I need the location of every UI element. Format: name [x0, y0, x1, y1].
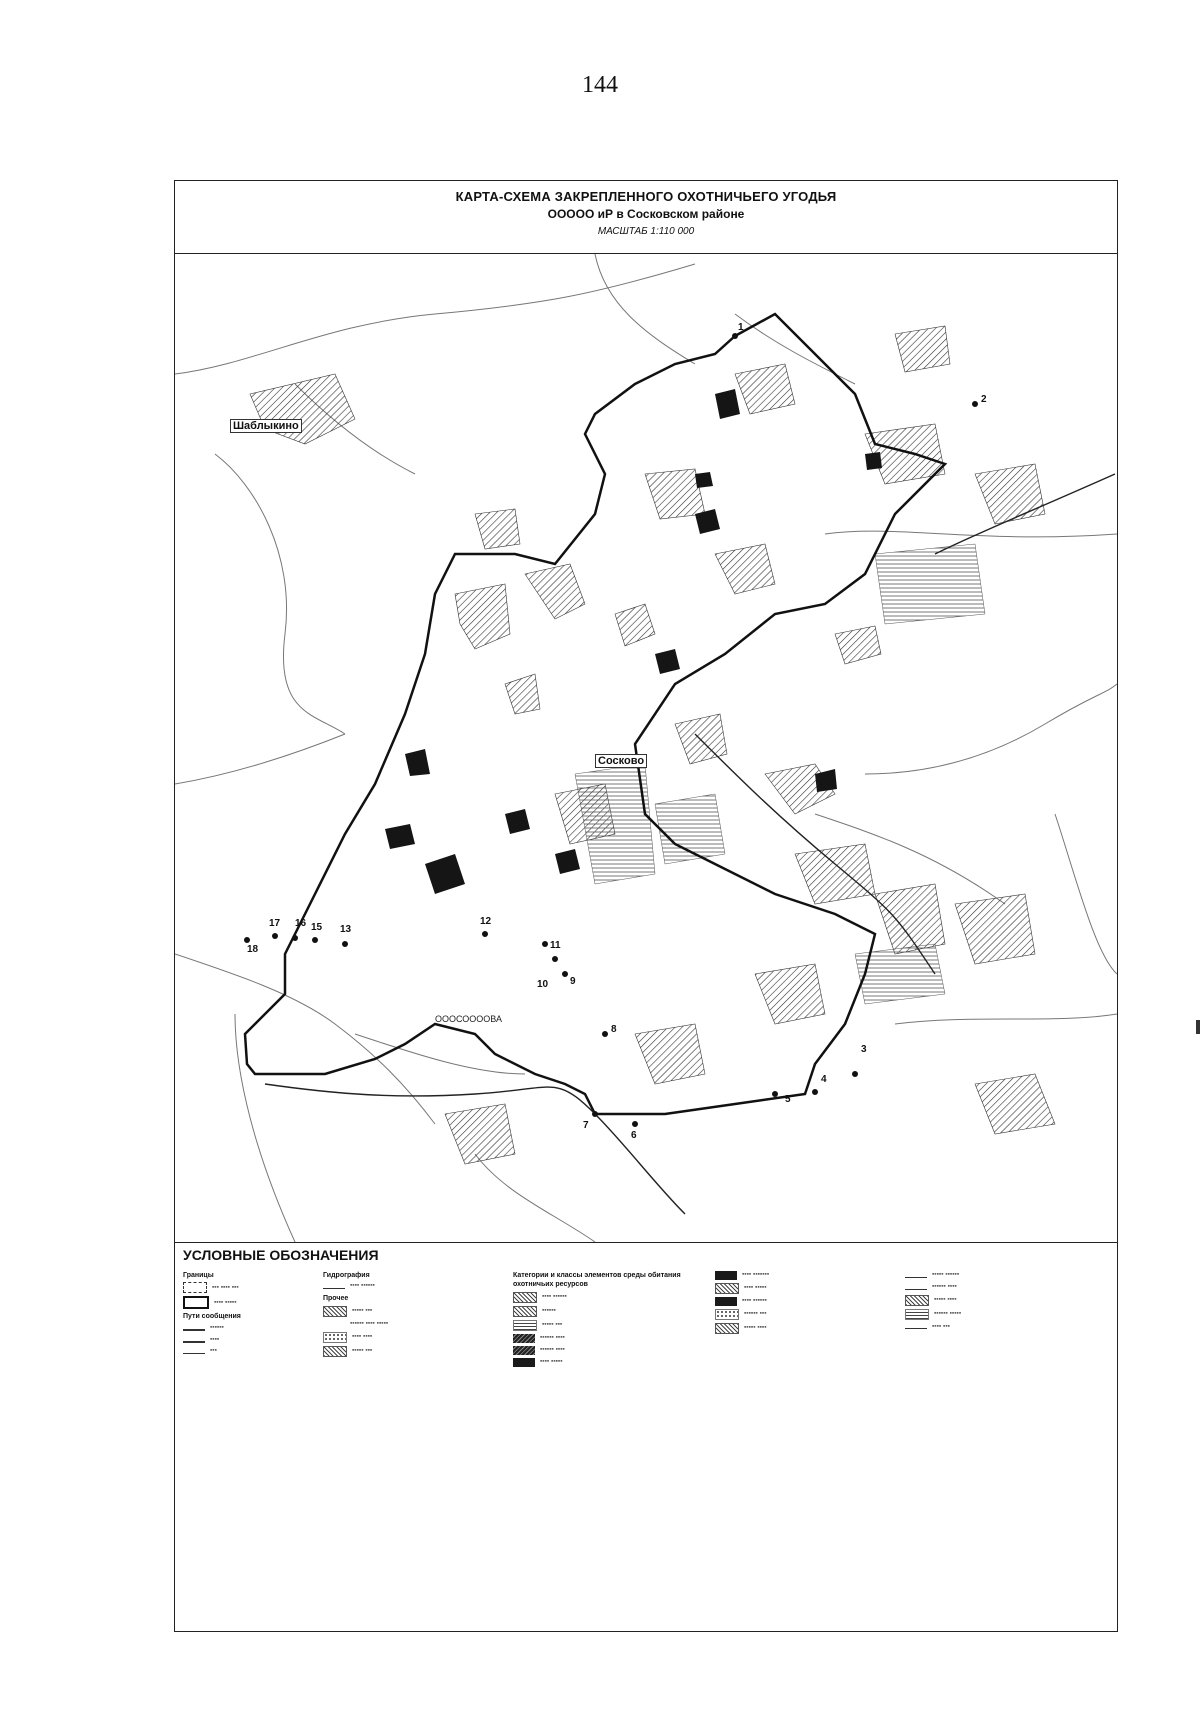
- legend-head-other: Прочее: [323, 1295, 349, 1303]
- point-label-15: 15: [311, 922, 323, 933]
- legend-swatch-settlement: [323, 1306, 347, 1317]
- legend-swatch-meadow: [905, 1289, 927, 1290]
- legend-swatch-track: [183, 1353, 205, 1354]
- legend-swatch-mixed: [715, 1283, 739, 1294]
- legend-swatch-dark-forest: [513, 1358, 535, 1367]
- legend-swatch-protected: [323, 1332, 347, 1343]
- legend-swatch-water: [513, 1334, 535, 1343]
- forest-patches: [250, 326, 1055, 1164]
- legend-swatch-hunting-ground-border: [183, 1296, 209, 1309]
- legend-swatch-other: [905, 1328, 927, 1329]
- page-number: 144: [582, 72, 618, 98]
- legend: [175, 1242, 1117, 1482]
- place-shablykino: Шаблыкино: [230, 419, 302, 433]
- legend-head-categories: Категории и классы элементов среды обитания охотничьих ресурсов: [513, 1272, 681, 1289]
- legend-swatch-arable: [905, 1295, 929, 1306]
- place-neighbor-bottom: ОООСООООВА: [435, 1014, 503, 1024]
- legend-swatch-road: [183, 1341, 205, 1343]
- map-title: КАРТА-СХЕМА ЗАКРЕПЛЕННОГО ОХОТНИЧЬЕГО УГОДЬЯ: [455, 189, 837, 204]
- point-label-8: 8: [611, 1024, 617, 1035]
- legend-swatch-floodplain: [905, 1277, 927, 1278]
- point-label-16: 16: [295, 918, 307, 929]
- map-frame: [174, 180, 1118, 1632]
- point-label-4: 4: [821, 1074, 827, 1085]
- hunting-ground-boundary: [245, 314, 945, 1114]
- legend-col-categories-b: ▪▪▪▪ ▪▪▪▪▪▪▪ ▪▪▪▪ ▪▪▪▪▪ ▪▪▪▪ ▪▪▪▪▪▪ ▪▪▪▪▪▪ ▪▪▪ ▪▪▪▪▪ ▪▪▪▪: [715, 1271, 905, 1337]
- point-label-17: 17: [269, 918, 281, 929]
- legend-swatch-shrub: [715, 1309, 739, 1320]
- legend-col-categories-c: ▪▪▪▪▪ ▪▪▪▪▪▪ ▪▪▪▪▪▪ ▪▪▪▪ ▪▪▪▪▪ ▪▪▪▪ ▪▪▪▪▪▪ ▪▪▪▪▪ ▪▪▪▪ ▪▪▪: [905, 1271, 1110, 1334]
- legend-swatch-blank: [323, 1320, 345, 1329]
- legend-title: УСЛОВНЫЕ ОБОЗНАЧЕНИЯ: [183, 1247, 379, 1263]
- legend-col-borders: Границы ▪▪▪ ▪▪▪▪ ▪▪▪ ▪▪▪▪ ▪▪▪▪▪ Пути сообщения ▪▪▪▪▪▪ ▪▪▪▪ ▪▪▪: [183, 1271, 323, 1359]
- map-scale: МАСШТАБ 1:110 000: [597, 226, 695, 237]
- legend-swatch-swamp: [513, 1320, 537, 1331]
- legend-swatch-railroad: [183, 1329, 205, 1331]
- map-drawing: [175, 254, 1117, 1242]
- point-label-6: 6: [631, 1130, 637, 1141]
- point-label-12: 12: [480, 916, 492, 927]
- legend-head-roads: Пути сообщения: [183, 1313, 241, 1321]
- legend-swatch-forest-b: [513, 1306, 537, 1317]
- legend-swatch-zone: [323, 1346, 347, 1357]
- point-label-7: 7: [583, 1120, 589, 1131]
- legend-head-borders: Границы: [183, 1272, 214, 1279]
- point-label-2: 2: [981, 394, 987, 405]
- legend-swatch-dashed-border: [183, 1282, 207, 1293]
- legend-swatch-forest-a: [513, 1292, 537, 1303]
- map-canvas: [175, 254, 1117, 1242]
- point-label-11: 11: [550, 940, 561, 951]
- point-label-1: 1: [738, 322, 744, 333]
- legend-swatch-field: [905, 1309, 929, 1320]
- point-label-10: 10: [537, 979, 549, 990]
- point-label-13: 13: [340, 924, 352, 935]
- point-label-9: 9: [570, 976, 576, 987]
- boundary-points: [244, 333, 978, 1127]
- legend-swatch-river: [323, 1288, 345, 1289]
- legend-swatch-broadleaf: [715, 1297, 737, 1306]
- edge-mark: [1196, 1020, 1200, 1034]
- map-subtitle: ООООО иР в Сосковском районе: [547, 207, 745, 221]
- point-label-18: 18: [247, 944, 259, 955]
- point-label-5: 5: [785, 1094, 791, 1105]
- legend-col-hydro: Гидрография ▪▪▪▪ ▪▪▪▪▪▪ Прочее ▪▪▪▪▪ ▪▪▪ ▪▪▪▪▪▪ ▪▪▪▪ ▪▪▪▪▪ ▪▪▪▪ ▪▪▪▪ ▪▪▪▪▪ ▪▪▪: [323, 1271, 513, 1360]
- legend-swatch-young: [715, 1323, 739, 1334]
- legend-swatch-coniferous: [715, 1271, 737, 1280]
- place-soskovo: Сосково: [595, 754, 647, 768]
- legend-col-categories-a: Категории и классы элементов среды обитания охотничьих ресурсов ▪▪▪▪ ▪▪▪▪▪▪ ▪▪▪▪▪▪ ▪▪▪▪▪ ▪▪▪ ▪▪▪▪▪▪ ▪▪▪▪ ▪▪▪▪▪▪ ▪▪▪▪ ▪▪▪▪ ▪▪▪▪▪: [513, 1271, 713, 1370]
- legend-swatch-water-b: [513, 1346, 535, 1355]
- map-title-block: [175, 181, 1117, 254]
- legend-head-hydro: Гидрография: [323, 1272, 370, 1279]
- point-label-3: 3: [861, 1044, 867, 1055]
